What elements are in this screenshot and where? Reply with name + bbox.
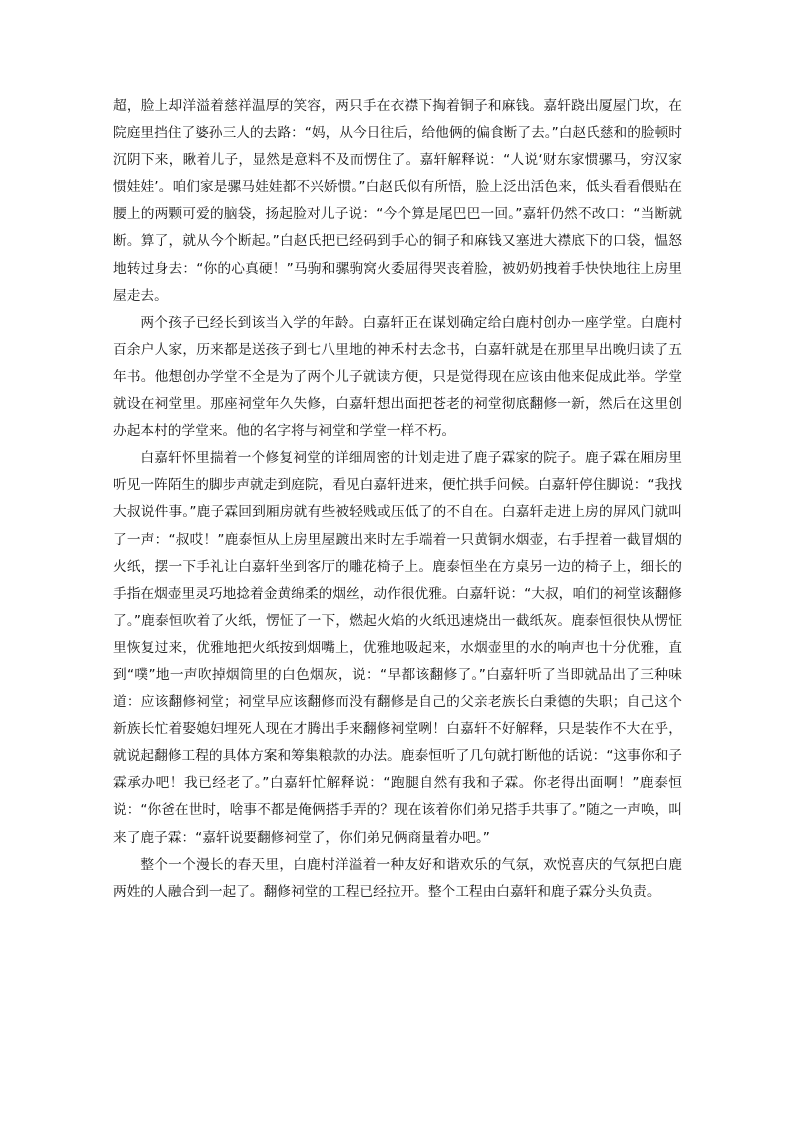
paragraph-spring: 整个一个漫长的春天里，白鹿村洋溢着一种友好和谐欢乐的气氛，欢悦喜庆的气氛把白鹿两姓的人融合到一起了。翻修祠堂的工程已经拉开。整个工程由白嘉轩和鹿子霖分头负责。	[113, 856, 682, 900]
paragraph-continued: 超，脸上却洋溢着慈祥温厚的笑容，两只手在衣襟下掏着铜子和麻钱。嘉轩跷出厦屋门坎，在院庭里挡住了婆孙三人的去路：“妈，从今日往后，给他俩的偏食断了去。”白赵氏慈和的脸顿时沉阴下来，瞅着儿子，显然是意料不及而愣住了。嘉轩解释说：“人说‘财东家惯骡马，穷汉家惯娃娃’。咱们家是骡马娃娃都不兴娇惯。”白赵氏似有所悟，脸上泛出活色来，低头看看偎贴在腰上的两颗可爱的脑袋，扬起脸对儿子说：“今个算是尾巴巴一回。”嘉轩仍然不改口：“当断就断。算了，就从今个断起。”白赵氏把已经码到手心的铜子和麻钱又塞进大襟底下的口袋，愠怒地转过身去：“你的心真硬！”马驹和骡驹窝火委屈得哭丧着脸，被奶奶拽着手快快地往上房里屋走去。	[113, 98, 682, 304]
paragraph-ancestral-hall-visit: 白嘉轩怀里揣着一个修复祠堂的详细周密的计划走进了鹿子霖家的院子。鹿子霖在厢房里听见一阵陌生的脚步声就走到庭院，看见白嘉轩进来，便忙拱手问候。白嘉轩停住脚说：“我找大叔说件事。”鹿子霖回到厢房就有些被轻贱或压低了的不自在。白嘉轩走进上房的屏风门就叫了一声：“叔哎！”鹿泰恒从上房里屋踱出来时左手端着一只黄铜水烟壶，右手捏着一截冒烟的火纸，摆一下手礼让白嘉轩坐到客厅的雕花椅子上。鹿泰恒坐在方桌另一边的椅子上，细长的手指在烟壶里灵巧地捻着金黄绵柔的烟丝，动作很优雅。白嘉轩说：“大叔，咱们的祠堂该翻修了。”鹿泰恒吹着了火纸，愣怔了一下，燃起火焰的火纸迅速烧出一截纸灰。鹿泰恒很快从愣怔里恢复过来，优雅地把火纸按到烟嘴上，优雅地吸起来，水烟壶里的水的响声也十分优雅，直到“噗”地一声吹掉烟筒里的白色烟灰，说：“早都该翻修了。”白嘉轩听了当即就品出了三种味道：应该翻修祠堂；祠堂早应该翻修而没有翻修是自己的父亲老族长白秉德的失职；自己这个新族长忙着娶媳妇埋死人现在才腾出手来翻修祠堂咧！白嘉轩不好解释，只是装作不大在乎，就说起翻修工程的具体方案和筹集粮款的办法。鹿泰恒听了几句就打断他的话说：“这事你和子霖承办吧！我已经老了。”白嘉轩忙解释说：“跑腿自然有我和子霖。你老得出面啊！”鹿泰恒说：“你爸在世时，啥事不都是俺俩搭手弄的？现在该着你们弟兄搭手共事了。”随之一声唤，叫来了鹿子霖：“嘉轩说要翻修祠堂了，你们弟兄俩商量着办吧。”	[113, 450, 682, 846]
paragraph-school-plan: 两个孩子已经长到该当入学的年龄。白嘉轩正在谋划确定给白鹿村创办一座学堂。白鹿村百余户人家，历来都是送孩子到七八里地的神禾村去念书，白嘉轩就是在那里早出晚归读了五年书。他想创办学堂不全是为了两个儿子就读方便，只是觉得现在应该由他来促成此举。学堂就设在祠堂里。那座祠堂年久失修，白嘉轩想出面把苍老的祠堂彻底翻修一新，然后在这里创办起本村的学堂来。他的名字将与祠堂和学堂一样不朽。	[113, 314, 682, 440]
document-page	[113, 93, 682, 906]
